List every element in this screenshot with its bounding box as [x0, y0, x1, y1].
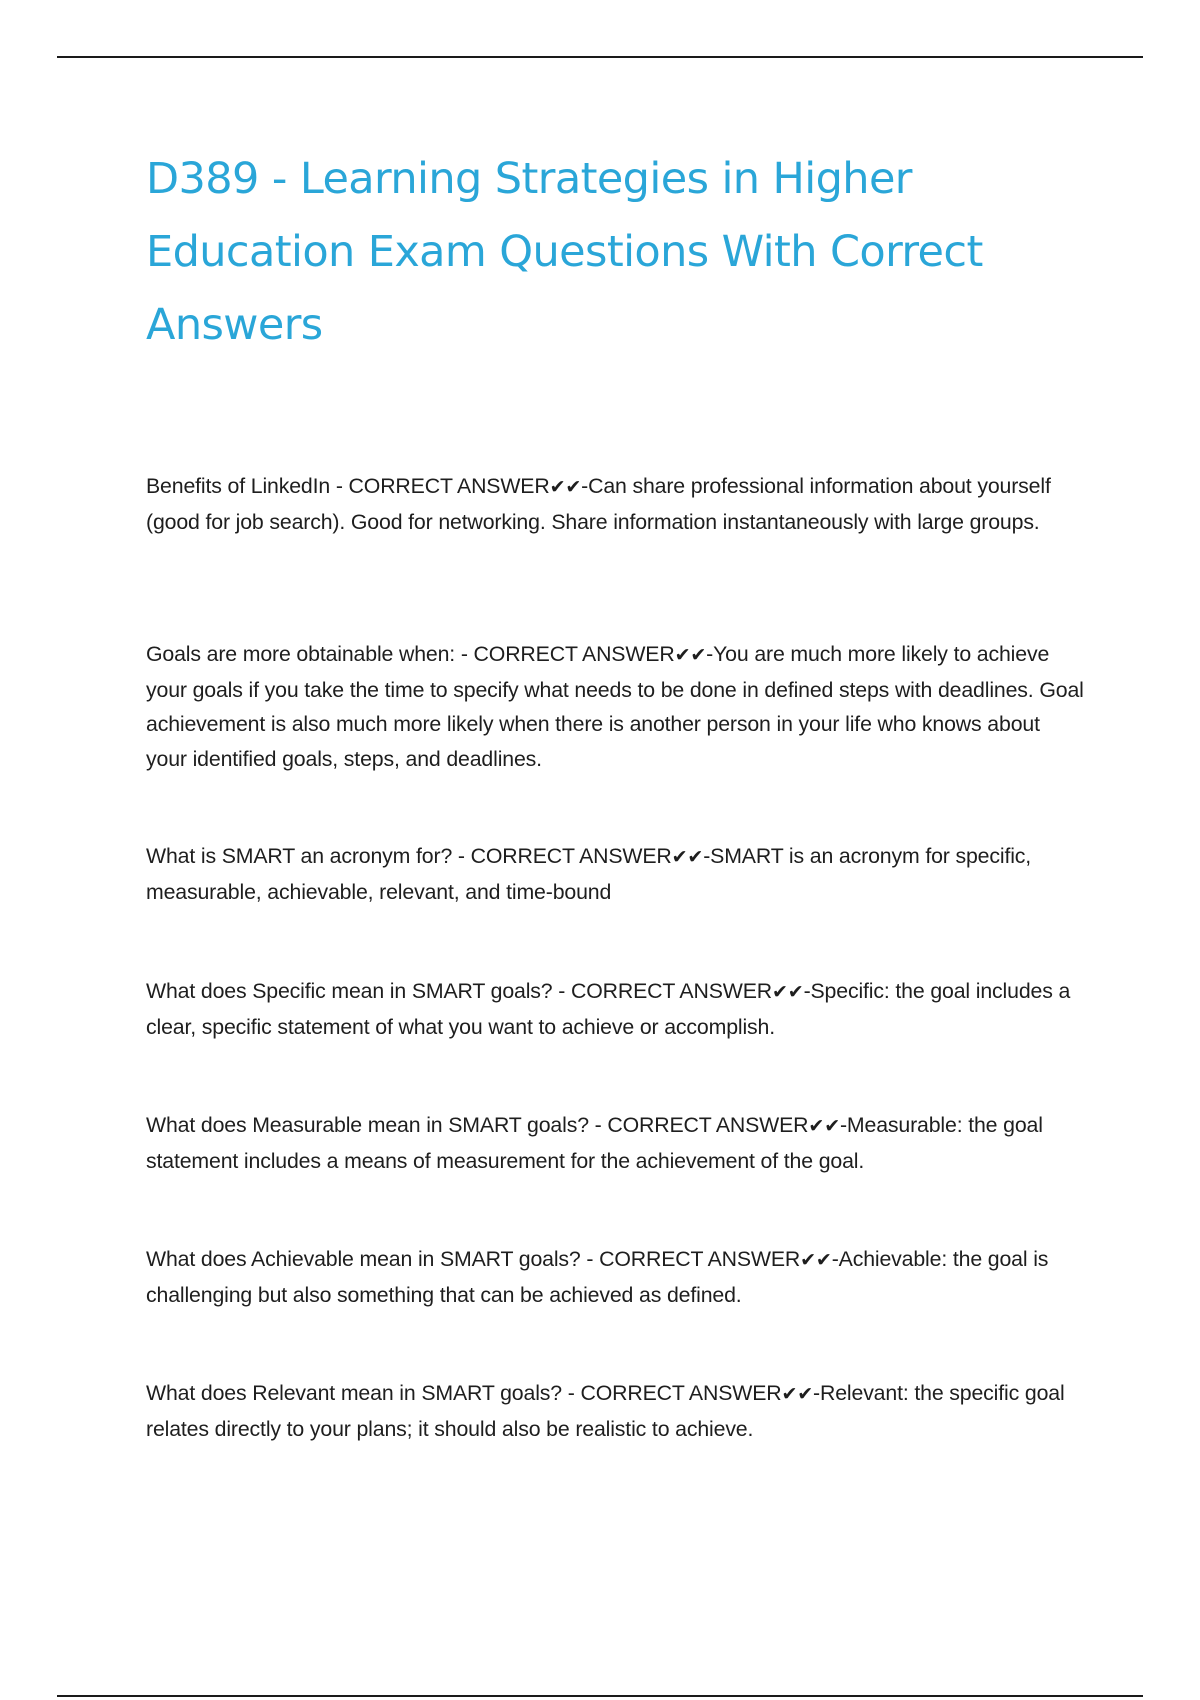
checkmark-icon: ✔✔: [549, 476, 582, 498]
qa-item: [146, 1242, 1086, 1312]
answer-text: -SMART is an acronym for specific, measurable, achievable, relevant, and time-bound: [146, 844, 1032, 904]
question-text: Goals are more obtainable when:: [146, 642, 456, 666]
answer-separator: - CORRECT ANSWER: [330, 474, 550, 498]
answer-separator: - CORRECT ANSWER: [452, 844, 672, 868]
answer-text: -Relevant: the specific goal relates directly to your plans; it should also be realistic to achieve.: [146, 1381, 1065, 1441]
answer-text: -Specific: the goal includes a clear, specific statement of what you want to achieve or accomplish.: [146, 979, 1071, 1039]
question-text: What does Relevant mean in SMART goals?: [146, 1381, 562, 1405]
qa-item: [146, 637, 1086, 776]
question-text: Benefits of LinkedIn: [146, 474, 331, 498]
checkmark-icon: ✔✔: [671, 846, 704, 868]
document-title: D389 - Learning Strategies in Higher Education Exam Questions With Correct Answers: [146, 154, 983, 350]
answer-separator: - CORRECT ANSWER: [588, 1113, 809, 1137]
answer-text: -Can share professional information about yourself (good for job search). Good for networking. Share information instantaneously with large groups.: [146, 474, 1051, 534]
answer-separator: - CORRECT ANSWER: [455, 642, 675, 666]
question-text: What does Specific mean in SMART goals?: [146, 979, 553, 1003]
qa-item: [146, 974, 1086, 1044]
qa-item: [146, 1376, 1086, 1446]
checkmark-icon: ✔✔: [781, 1383, 814, 1405]
answer-separator: - CORRECT ANSWER: [552, 979, 773, 1003]
checkmark-icon: ✔✔: [772, 981, 804, 1003]
answer-separator: - CORRECT ANSWER: [561, 1381, 782, 1405]
question-text: What does Achievable mean in SMART goals?: [146, 1247, 581, 1271]
checkmark-icon: ✔✔: [800, 1249, 832, 1271]
question-text: What does Measurable mean in SMART goals?: [146, 1113, 589, 1137]
question-text: What is SMART an acronym for?: [146, 844, 453, 868]
checkmark-icon: ✔✔: [808, 1115, 840, 1137]
answer-text: -Achievable: the goal is challenging but also something that can be achieved as defined.: [146, 1247, 1049, 1307]
bottom-rule: [57, 1695, 1143, 1697]
answer-text: -Measurable: the goal statement includes a means of measurement for the achievement of the goal.: [146, 1113, 1043, 1173]
qa-item: [146, 839, 1086, 909]
qa-item: [146, 1108, 1086, 1178]
answer-separator: - CORRECT ANSWER: [580, 1247, 801, 1271]
qa-item: [146, 469, 1086, 539]
answer-text: -You are much more likely to achieve your goals if you take the time to specify what needs to be done in defined steps with deadlines. Goal achievement is also much more likely when there is another person in your life who knows about your identified goals, steps, and deadlines.: [146, 642, 1084, 771]
checkmark-icon: ✔✔: [674, 644, 707, 666]
top-rule: [57, 56, 1143, 58]
